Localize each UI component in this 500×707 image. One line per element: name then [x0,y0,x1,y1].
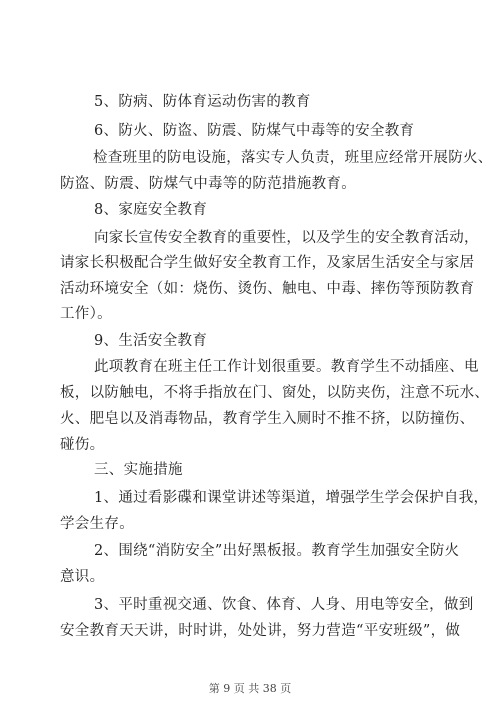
text-line-4: 防盗、防震、防煤气中毒等的防范措施教育。 [60,176,356,192]
text-line-15: 三、实施措施 [94,462,183,478]
text-line-19: 意识。 [60,569,105,585]
text-line-7: 请家长积极配合学生做好安全教育工作，及家居生活安全与家居 [60,255,475,271]
text-line-20: 3、平时重视交通、饮食、体育、人身、用电等安全，做到 [94,597,474,613]
text-line-13: 火、肥皂以及消毒物品，教育学生入厕时不推不挤，以防撞伤、 [60,411,475,427]
text-line-1: 5、防病、防体育运动伤害的教育 [94,94,311,110]
text-line-10: 9、生活安全教育 [94,333,208,349]
text-line-17: 学会生存。 [60,516,134,532]
text-line-18: 2、围绕“消防安全”出好黑板报。教育学生加强安全防火 [94,543,460,559]
text-line-3: 检查班里的防电设施，落实专人负责，班里应经常开展防火、 [93,150,493,166]
text-line-5: 8、家庭安全教育 [94,202,208,218]
text-line-6: 向家长宣传安全教育的重要性，以及学生的安全教育活动， [94,230,479,246]
text-line-2: 6、防火、防盗、防震、防煤气中毒等的安全教育 [94,123,415,139]
text-line-8: 活动环境安全（如：烧伤、烫伤、触电、中毒、摔伤等预防教育 [60,281,475,297]
text-line-21: 安全教育天天讲，时时讲，处处讲，努力营造“平安班级”，做 [60,623,461,639]
text-line-14: 碰伤。 [60,437,105,453]
text-line-16: 1、通过看影碟和课堂讲述等渠道，增强学生学会保护自我， [94,490,489,506]
text-line-11: 此项教育在班主任工作计划很重要。教育学生不动插座、电 [94,359,479,375]
page-footer: 第 9 页 共 38 页 [208,682,292,695]
text-line-12: 板，以防触电，不将手指放在门、窗处，以防夹伤，注意不玩水、 [60,385,490,401]
text-line-9: 工作）。 [60,306,112,322]
